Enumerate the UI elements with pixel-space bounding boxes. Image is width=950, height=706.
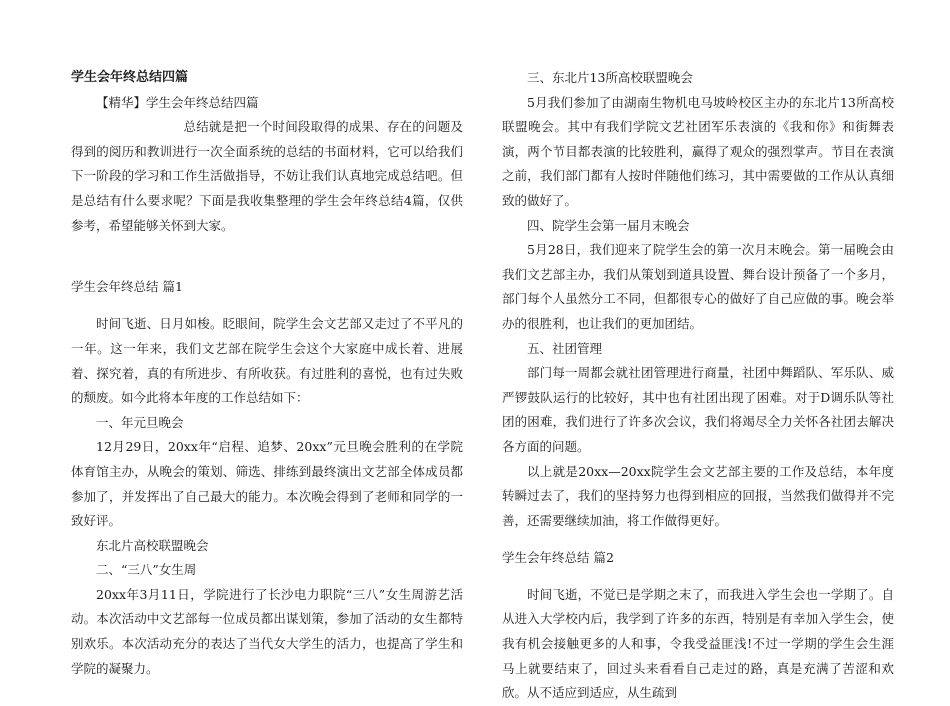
document-subtitle: 【精华】学生会年终总结四篇 [96,94,259,110]
document-title: 学生会年终总结四篇 [71,70,189,85]
article-2-heading: 学生会年终总结 篇2 [502,549,614,565]
article-1-heading: 学生会年终总结 篇1 [71,279,183,295]
section-1-paragraph: 12月29日，20xx年“启程、追梦、20xx”元旦晚会胜利的在学院体育馆主办，从晚会的策划、筛选、排练到最终演出文艺部全体成员都参加了，并发挥出了自己最大的能力。本次晚会得到了老师和同学的一致好评。 [71,439,463,529]
blank-line [71,238,463,263]
section-4-paragraph: 5月28日，我们迎来了院学生会的第一次月末晚会。第一届晚会由我们文艺部主办，我们从策划到道具设置、舞台设计预备了一个多月，部门每个人虽然分工不同，但都很专心的做好了自己应做的事。晚会举办的很胜利，也让我们的更加团结。 [502,242,894,331]
northeast-heading: 东北片高校联盟晚会 [96,537,209,553]
left-column [71,66,463,681]
section-4-heading: 四、院学生会第一届月末晚会 [527,217,690,233]
section-3-heading: 三、东北片13所高校联盟晚会 [527,70,693,85]
intro-paragraph: 总结就是把一个时间段取得的成果、存在的问题及得到的阅历和教训进行一次全面系统的总结的书面材料，它可以给我们下一阶段的学习和工作生活做指导，不妨让我们认真地完成总结吧。但是总结有什么要求呢？下面是我收集整理的学生会年终总结4篇，仅供参考，希望能够关怀到大家。 [71,119,463,233]
section-1-heading: 一、年元旦晚会 [96,414,184,430]
right-column [502,66,894,706]
closing-paragraph: 以上就是20xx—20xx院学生会文艺部主要的工作及总结，本年度转瞬过去了，我们的坚持努力也得到相应的回报，当然我们做得并不完善，还需要继续加油，将工作做得更好。 [502,463,894,528]
section-5-paragraph: 部门每一周都会就社团管理进行商量，社团中舞蹈队、军乐队、威严锣鼓队运行的比较好，其中也有社团出现了困难。对于D调乐队等社团的困难，我们进行了许多次会议，我们将竭尽全力关怀各社团去解决各方面的问题。 [502,365,894,454]
article-1-paragraph: 时间飞逝、日月如梭。眨眼间，院学生会文艺部又走过了不平凡的一年。这一年来，我们文艺部在院学生会这个大家庭中成长着、进展着、探究着，真的有所进步、有所收获。有过胜利的喜悦，也有过失败的颓废。如今此将本年度的工作总结如下： [71,316,463,406]
section-2-paragraph: 20xx年3月11日，学院进行了长沙电力职院“三八”女生周游艺活动。本次活动中文艺部每一位成员都出谋划策，参加了活动的女生都特别欢乐。本次活动充分的表达了当代女大学生的活力，也提高了学生和学院的凝聚力。 [71,586,463,676]
article-2-paragraph: 时间飞逝，不觉已是学期之末了，而我进入学生会也一学期了。自从进入大学校内后，我学到了许多的东西，特别是有幸加入学生会，使我有机会接触更多的人和事，令我受益匪浅!不过一学期的学生会生涯马上就要结束了，回过头来看看自己走过的路，真是充满了苦涩和欢欣。从不适应到适应，从生疏到 [502,586,894,701]
section-5-heading: 五、社团管理 [527,340,603,356]
section-2-heading: 二、“三八”女生周 [96,562,197,578]
section-3-paragraph: 5月我们参加了由湖南生物机电马坡岭校区主办的东北片13所高校联盟晚会。其中有我们学院文艺社团军乐表演的《我和你》和街舞表演，两个节目都表演的比较胜利，赢得了观众的强烈掌声。节目在表演之前，我们部门都有人按时伴随他们练习，其中需要做的工作从认真细致的做好了。 [502,94,894,208]
